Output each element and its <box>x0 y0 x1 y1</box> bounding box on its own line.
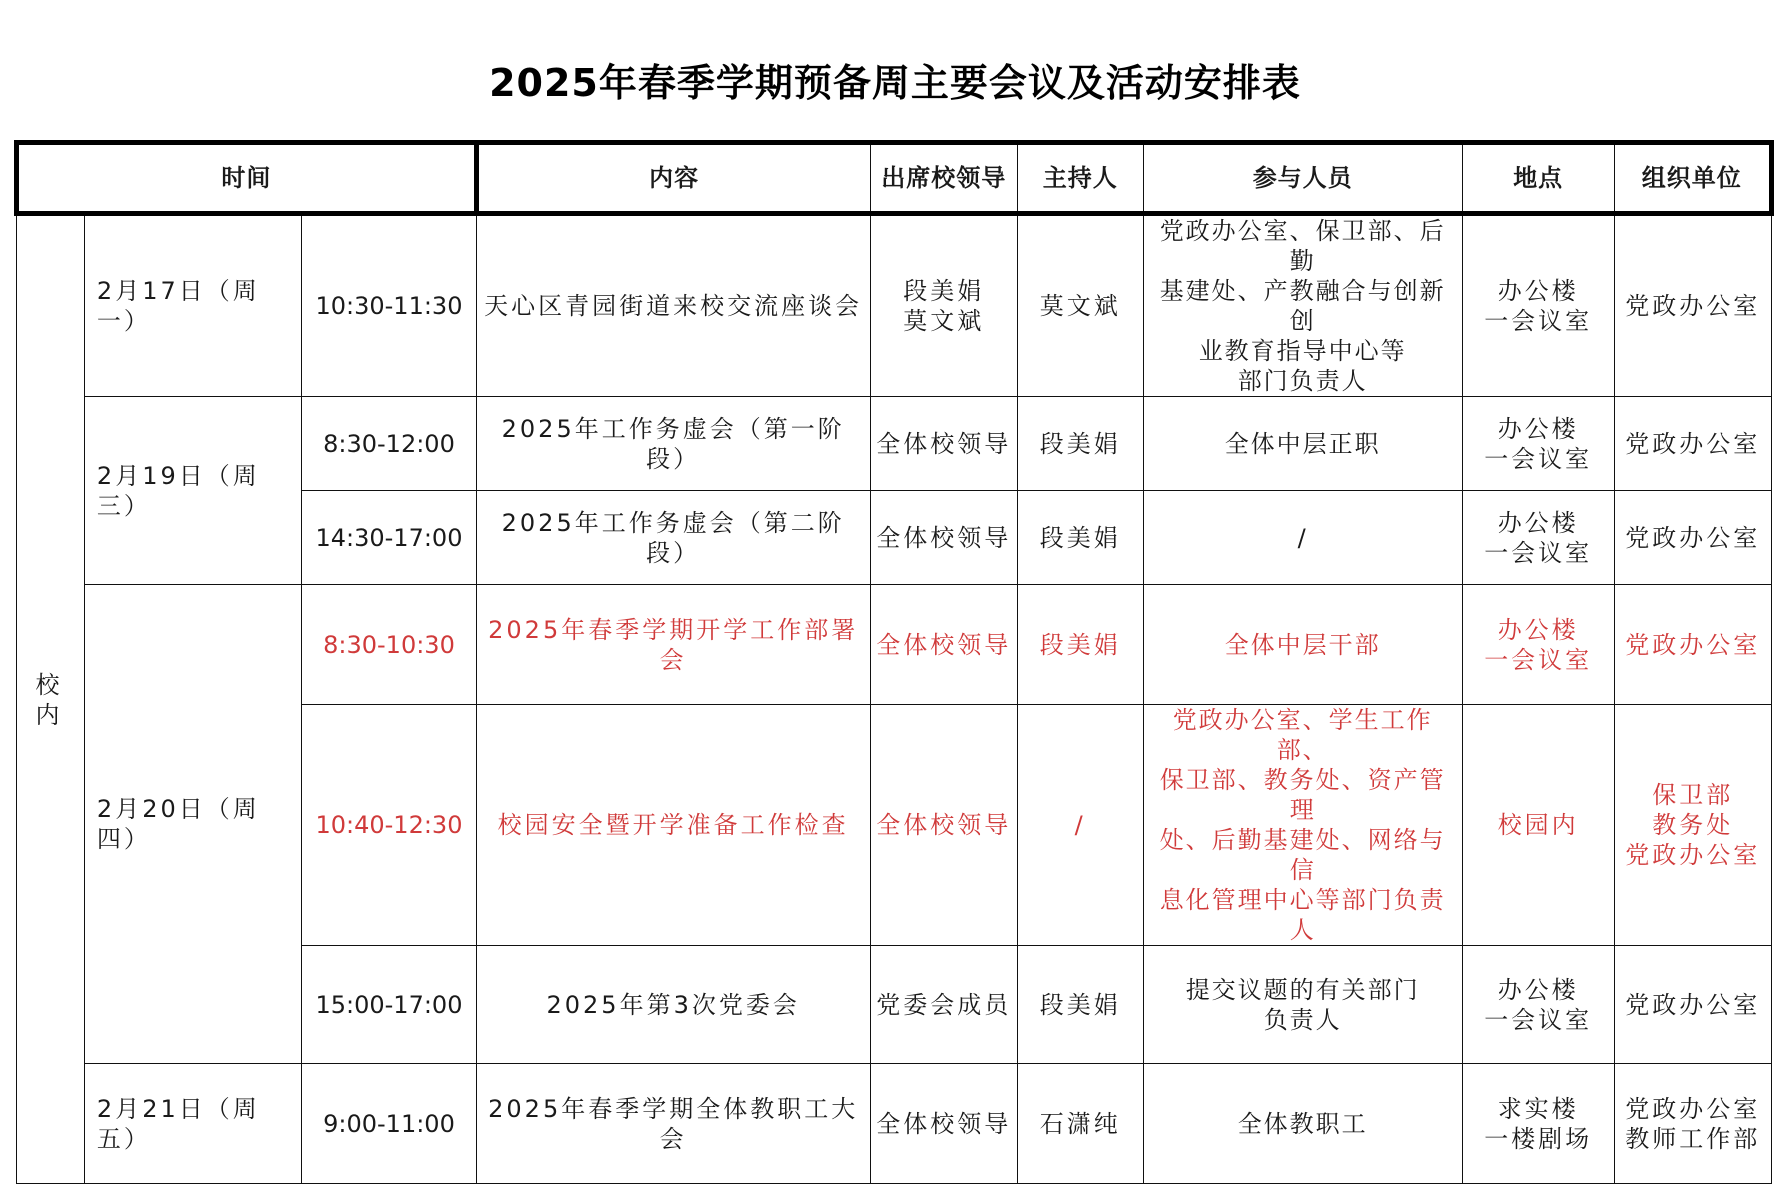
time-cell: 14:30-17:00 <box>302 491 476 585</box>
header-content: 内容 <box>476 143 870 214</box>
participants-cell <box>1143 585 1462 705</box>
header-location: 地点 <box>1462 143 1614 214</box>
cell-line: 全体中层正职 <box>1224 429 1381 458</box>
cell-line: 教师工作部 <box>1625 1124 1761 1153</box>
cell-line: 全体校领导 <box>876 523 1012 552</box>
leaders-cell <box>870 946 1017 1064</box>
leaders-cell <box>870 214 1017 397</box>
cell-line: 党政办公室 <box>1625 841 1761 869</box>
participants-cell <box>1143 491 1462 585</box>
cell-line: 一会议室 <box>1484 538 1593 567</box>
cell-line: 全体校领导 <box>876 1109 1012 1138</box>
table-row <box>17 397 1772 491</box>
cell-line: 提交议题的有关部门 <box>1185 975 1420 1004</box>
cell-line: 一楼剧场 <box>1484 1124 1593 1153</box>
scope-cell: 校内 <box>17 214 85 1184</box>
leaders-cell <box>870 1064 1017 1184</box>
time-cell: 10:40-12:30 <box>302 705 476 946</box>
location-cell <box>1462 397 1614 491</box>
leaders-cell <box>870 397 1017 491</box>
cell-line: 教务处 <box>1652 811 1734 839</box>
cell-line: 全体中层干部 <box>1224 630 1381 659</box>
header-participants: 参与人员 <box>1143 143 1462 214</box>
host-cell: 段美娟 <box>1017 946 1143 1064</box>
cell-line: 负责人 <box>1263 1005 1342 1034</box>
cell-line: 莫文斌 <box>903 307 985 335</box>
schedule-body <box>17 214 1772 1184</box>
header-host: 主持人 <box>1017 143 1143 214</box>
cell-line: 部门负责人 <box>1237 367 1368 395</box>
content-cell: 2025年春季学期全体教职工大会 <box>476 1064 870 1184</box>
content-cell: 天心区青园街道来校交流座谈会 <box>476 214 870 397</box>
location-cell <box>1462 491 1614 585</box>
cell-line: 党政办公室 <box>1625 1094 1761 1123</box>
cell-line: 党政办公室、保卫部、后勤 <box>1159 217 1446 275</box>
time-cell: 8:30-10:30 <box>302 585 476 705</box>
cell-line: 保卫部 <box>1652 781 1734 809</box>
organizer-cell <box>1614 585 1771 705</box>
cell-line: 办公楼 <box>1497 615 1579 644</box>
organizer-cell <box>1614 491 1771 585</box>
cell-line: 基建处、产教融合与创新创 <box>1159 277 1446 335</box>
host-cell: 石潇纯 <box>1017 1064 1143 1184</box>
content-cell: 校园安全暨开学准备工作检查 <box>476 705 870 946</box>
location-cell <box>1462 214 1614 397</box>
cell-line: 党政办公室 <box>1625 523 1761 552</box>
cell-line: 办公楼 <box>1497 277 1579 305</box>
participants-cell <box>1143 1064 1462 1184</box>
cell-line: 校园内 <box>1497 811 1579 839</box>
cell-line: 息化管理中心等部门负责人 <box>1159 886 1446 944</box>
cell-line: 党政办公室 <box>1625 990 1761 1019</box>
cell-line: 办公楼 <box>1497 508 1579 537</box>
time-cell: 10:30-11:30 <box>302 214 476 397</box>
date-cell: 2月19日（周三） <box>84 397 301 585</box>
location-cell <box>1462 585 1614 705</box>
cell-line: / <box>1297 523 1308 552</box>
organizer-cell <box>1614 705 1771 946</box>
cell-line: 业教育指导中心等 <box>1198 337 1407 365</box>
participants-cell <box>1143 397 1462 491</box>
cell-line: 全体校领导 <box>876 429 1012 458</box>
cell-line: 一会议室 <box>1484 1005 1593 1034</box>
content-cell: 2025年春季学期开学工作部署会 <box>476 585 870 705</box>
cell-line: 党政办公室、学生工作部、 <box>1172 706 1433 764</box>
participants-cell <box>1143 946 1462 1064</box>
cell-line: 一会议室 <box>1484 307 1593 335</box>
content-cell: 2025年第3次党委会 <box>476 946 870 1064</box>
date-cell: 2月21日（周五） <box>84 1064 301 1184</box>
cell-line: 党政办公室 <box>1625 630 1761 659</box>
table-row <box>17 214 1772 397</box>
cell-line: 党政办公室 <box>1625 292 1761 320</box>
table-row <box>17 585 1772 705</box>
header-leaders: 出席校领导 <box>870 143 1017 214</box>
page-title: 2025年春季学期预备周主要会议及活动安排表 <box>489 61 1301 105</box>
table-row <box>17 1064 1772 1184</box>
header-row <box>17 143 1772 214</box>
time-cell: 15:00-17:00 <box>302 946 476 1064</box>
location-cell <box>1462 705 1614 946</box>
cell-line: 段美娟 <box>903 277 985 305</box>
leaders-cell <box>870 491 1017 585</box>
location-cell <box>1462 1064 1614 1184</box>
time-cell: 9:00-11:00 <box>302 1064 476 1184</box>
cell-line: 全体教职工 <box>1237 1109 1368 1138</box>
date-cell: 2月20日（周四） <box>84 585 301 1064</box>
header-organizer: 组织单位 <box>1614 143 1771 214</box>
schedule-table <box>14 140 1774 1184</box>
location-cell <box>1462 946 1614 1064</box>
time-cell: 8:30-12:00 <box>302 397 476 491</box>
cell-line: 保卫部、教务处、资产管理 <box>1159 766 1446 824</box>
host-cell: 段美娟 <box>1017 397 1143 491</box>
participants-cell <box>1143 705 1462 946</box>
host-cell: 段美娟 <box>1017 491 1143 585</box>
leaders-cell <box>870 585 1017 705</box>
organizer-cell <box>1614 1064 1771 1184</box>
content-cell: 2025年工作务虚会（第二阶段） <box>476 491 870 585</box>
organizer-cell <box>1614 214 1771 397</box>
cell-line: 党政办公室 <box>1625 429 1761 458</box>
cell-line: 全体校领导 <box>876 811 1012 839</box>
leaders-cell <box>870 705 1017 946</box>
header-time: 时间 <box>17 143 477 214</box>
host-cell: 段美娟 <box>1017 585 1143 705</box>
cell-line: 处、后勤基建处、网络与信 <box>1159 826 1446 884</box>
cell-line: 一会议室 <box>1484 444 1593 473</box>
cell-line: 党委会成员 <box>876 990 1012 1019</box>
cell-line: 办公楼 <box>1497 975 1579 1004</box>
content-cell: 2025年工作务虚会（第一阶段） <box>476 397 870 491</box>
organizer-cell <box>1614 946 1771 1064</box>
host-cell: / <box>1017 705 1143 946</box>
host-cell: 莫文斌 <box>1017 214 1143 397</box>
date-cell: 2月17日（周一） <box>84 214 301 397</box>
cell-line: 办公楼 <box>1497 414 1579 443</box>
cell-line: 求实楼 <box>1497 1094 1579 1123</box>
cell-line: 全体校领导 <box>876 630 1012 659</box>
cell-line: 一会议室 <box>1484 645 1593 674</box>
participants-cell <box>1143 214 1462 397</box>
organizer-cell <box>1614 397 1771 491</box>
